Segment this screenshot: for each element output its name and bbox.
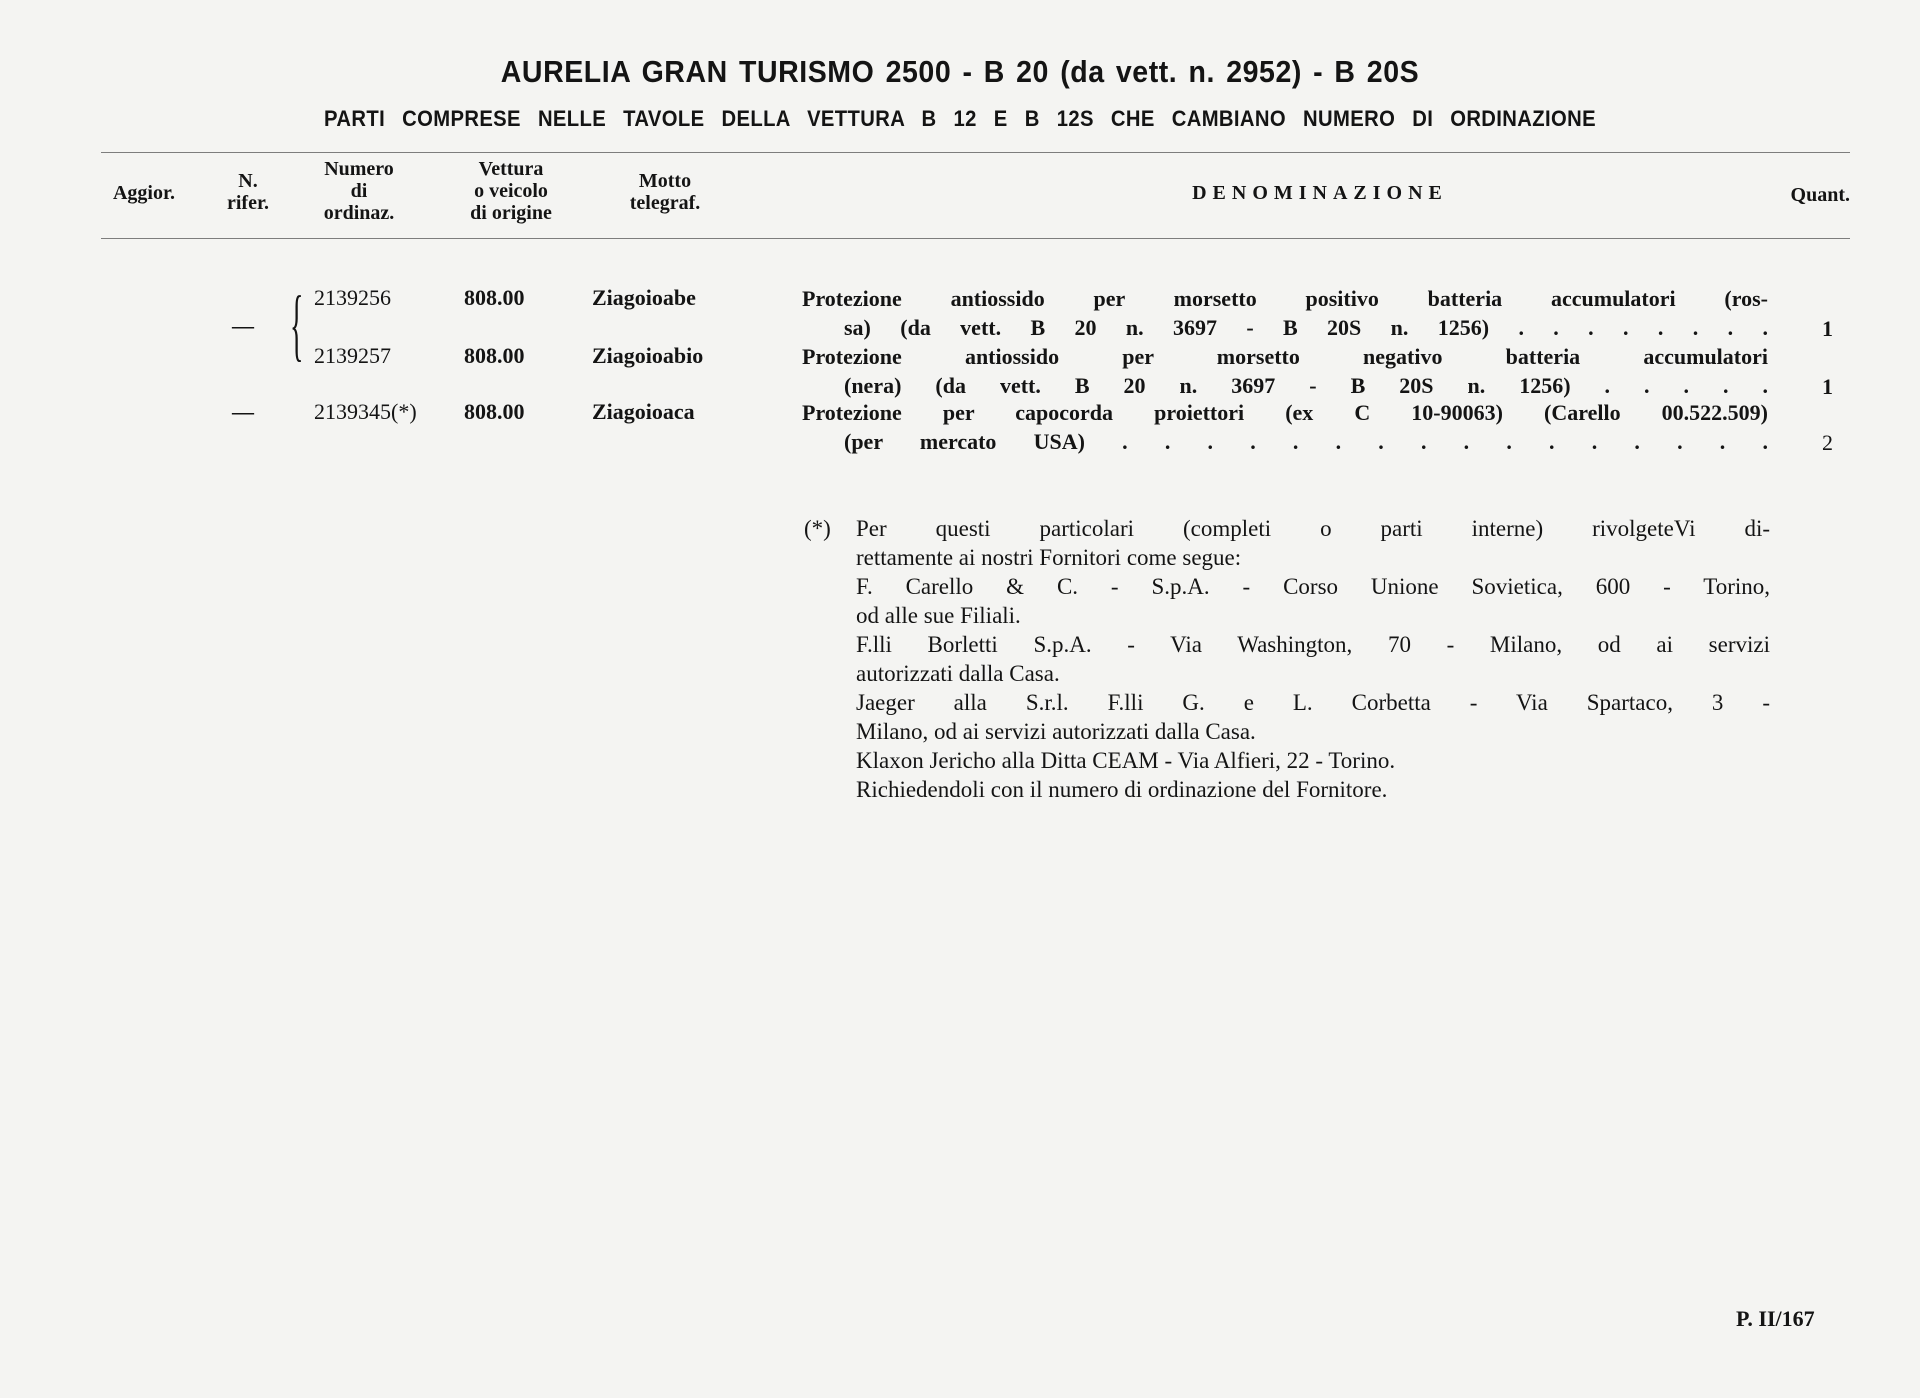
header-bottom-rule: [101, 238, 1850, 239]
col-motto-telegraf: Motto telegraf.: [629, 170, 701, 214]
col-aggior: Aggior.: [112, 182, 176, 204]
row3-numero: 2139345(*): [314, 399, 417, 424]
footnote-mark: (*): [804, 516, 831, 541]
row1-numero: 2139256: [314, 285, 391, 310]
footnote-line: F.lli Borletti S.p.A. - Via Washington, 70 - Milano, od ai servizi: [856, 632, 1770, 657]
footnote-line: Klaxon Jericho alla Ditta CEAM - Via Alfieri, 22 - Torino.: [856, 748, 1396, 773]
row3-motto: Ziagoioaca: [592, 399, 695, 424]
row3-aggior: —: [232, 399, 254, 424]
col-n-rifer: N. rifer.: [226, 170, 269, 214]
row2-vettura: 808.00: [464, 343, 525, 368]
footnote-line: autorizzati dalla Casa.: [856, 661, 1060, 686]
footnote-line: Richiedendoli con il numero di ordinazione del Fornitore.: [856, 777, 1388, 802]
row1-aggior: —: [232, 313, 254, 338]
row1-description: Protezione antiossido per morsetto positivo batteria accumulatori (ros- sa) (da vett. B 20 n. 3697 - B 20S n. 1256) . . . . . . . .: [802, 286, 1768, 340]
row1-vettura: 808.00: [464, 285, 525, 310]
footnote-body: [856, 514, 1770, 804]
col-vettura-origine: Vettura o veicolo di origine: [470, 158, 552, 224]
row-group-brace: {: [290, 281, 304, 369]
row2-quantity: 1: [1822, 374, 1833, 399]
page-subtitle: PARTI COMPRESE NELLE TAVOLE DELLA VETTURA B 12 E B 12S CHE CAMBIANO NUMERO DI ORDINAZIONE: [324, 106, 1596, 131]
row2-description: Protezione antiossido per morsetto negativo batteria accumulatori (nera) (da vett. B 20 n. 3697 - B 20S n. 1256) . . . . .: [802, 344, 1768, 398]
row3-description: Protezione per capocorda proiettori (ex C 10-90063) (Carello 00.522.509) (per mercato USA) . . . . . . . . . . . . . . . .: [802, 400, 1768, 454]
page-number: P. II/167: [1736, 1306, 1815, 1331]
footnote-line: rettamente ai nostri Fornitori come segue:: [856, 545, 1242, 570]
page-title: AURELIA GRAN TURISMO 2500 - B 20 (da vett. n. 2952) - B 20S: [500, 54, 1420, 89]
header-top-rule: [101, 152, 1850, 153]
footnote-line: Milano, od ai servizi autorizzati dalla Casa.: [856, 719, 1256, 744]
footnote-line: Jaeger alla S.r.l. F.lli G. e L. Corbetta - Via Spartaco, 3 -: [856, 690, 1770, 715]
row2-numero: 2139257: [314, 343, 391, 368]
footnote-line: F. Carello & C. - S.p.A. - Corso Unione Sovietica, 600 - Torino,: [856, 574, 1770, 599]
footnote-line: Per questi particolari (completi o parti interne) rivolgeteVi di-: [856, 516, 1770, 541]
row1-motto: Ziagoioabe: [592, 285, 696, 310]
row2-motto: Ziagoioabio: [592, 343, 704, 368]
footnote-line: od alle sue Filiali.: [856, 603, 1021, 628]
row3-vettura: 808.00: [464, 399, 525, 424]
col-numero-ordinaz: Numero di ordinaz.: [323, 158, 395, 224]
row1-quantity: 1: [1822, 316, 1833, 341]
col-quant: Quant.: [1790, 184, 1850, 206]
col-denominazione: DENOMINAZIONE: [1192, 182, 1448, 204]
row3-quantity: 2: [1822, 430, 1833, 455]
